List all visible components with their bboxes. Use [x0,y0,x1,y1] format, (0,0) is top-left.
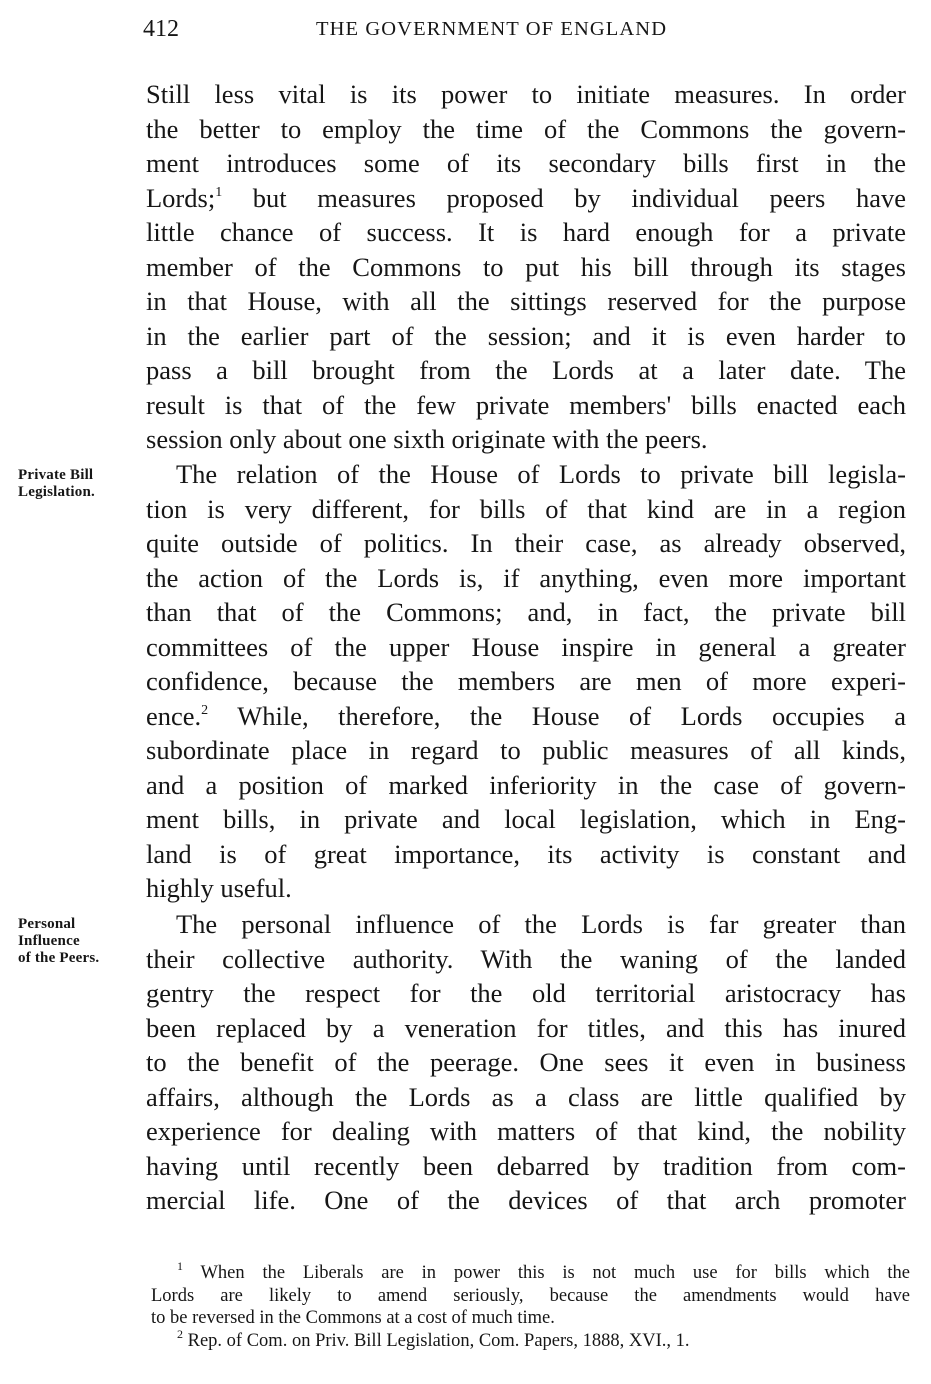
text-line: member of the Commons to put his bill through its stages [146,251,906,282]
paragraph-private-bill-legislation [146,457,906,906]
sidenote-private-bill-legislation [18,467,143,501]
text-line: gentry the respect for the old territorial aristocracy has [146,978,906,1008]
sidenote-personal-influence [18,916,143,967]
footnote-marker: 1 [177,1259,183,1273]
paragraph-personal-influence [146,907,906,1218]
text-line: ment bills, in private and local legislation, which in Eng- [146,804,906,834]
text-line: their collective authority. With the waning of the landed [146,943,906,974]
text-line: tion is very different, for bills of that kind are in a region [146,493,906,524]
text-line: highly useful. [146,873,292,903]
text-line: land is of great importance, its activity is constant and [146,838,906,869]
footnotes [151,1259,910,1352]
text-fragment: While, therefore, the House of Lords occupies a [208,700,906,731]
text-line [146,699,906,734]
page-header [0,12,931,46]
footnote-marker: 2 [177,1326,183,1341]
text-line: and a position of marked inferiority in the case of govern- [146,769,906,800]
text-line: The personal influence of the Lords is far greater than [176,909,906,939]
text-line: having until recently been debarred by tradition from com- [146,1150,906,1181]
footnote-text: When the Liberals are in power this is not much use for bills which the [183,1263,910,1283]
text-line: result is that of the few private members' bills enacted each [146,389,906,420]
text-line: subordinate place in regard to public measures of all kinds, [146,735,906,765]
page-number: 412 [143,16,179,42]
sidenote-line: Private Bill [18,467,94,483]
paragraph-initiating-measures [146,77,906,457]
footnote-text: Rep. of Com. on Priv. Bill Legislation, Com. Papers, 1888, XVI., 1. [183,1330,690,1351]
text-fragment: but measures proposed by individual peers have [222,182,906,213]
text-line: than that of the Commons; and, in fact, the private bill [146,597,906,627]
text-fragment: Lords; [146,182,216,213]
sidenote-line: Legislation. [18,484,95,500]
text-line [146,181,906,216]
text-line: to the benefit of the peerage. One sees it even in business [146,1047,906,1077]
sidenote-line: Influence [18,933,80,949]
text-line: mercial life. One of the devices of that arch promoter [146,1185,906,1215]
text-line: affairs, although the Lords as a class are little qualified by [146,1081,906,1112]
text-line: committees of the upper House inspire in general a greater [146,631,906,662]
text-line: Still less vital is its power to initiate measures. In order [146,79,906,109]
text-line: the action of the Lords is, if anything, even more important [146,562,906,593]
text-line: experience for dealing with matters of that kind, the nobility [146,1116,906,1146]
running-title: THE GOVERNMENT OF ENGLAND [316,18,668,40]
text-line: quite outside of politics. In their case, as already observed, [146,528,906,558]
text-line: in the earlier part of the session; and it is even harder to [146,320,906,351]
text-line: been replaced by a veneration for titles, and this has inured [146,1012,906,1043]
footnote-ref: 1 [215,184,223,200]
text-line: pass a bill brought from the Lords at a later date. The [146,355,906,385]
footnote-line [151,1307,910,1330]
footnote-text: to be reversed in the Commons at a cost of much time. [151,1308,555,1328]
sidenote-line: of the Peers. [18,950,100,966]
text-line: confidence, because the members are men of more experi- [146,666,906,696]
footnote-ref: 2 [201,702,209,718]
text-line: ment introduces some of its secondary bills first in the [146,148,906,178]
footnote-line [151,1259,910,1285]
text-line: little chance of success. It is hard enough for a private [146,217,906,247]
text-line: The relation of the House of Lords to private bill legisla- [176,459,906,489]
footnote-line [151,1326,910,1353]
sidenote-line: Personal [18,916,76,932]
footnote-text: Lords are likely to amend seriously, because the amendments would have [151,1285,910,1306]
text-line: session only about one sixth originate with the peers. [146,424,708,454]
footnote-line [151,1285,910,1308]
text-line: the better to employ the time of the Commons the govern- [146,113,906,144]
text-fragment: ence. [146,700,202,731]
text-line: in that House, with all the sittings reserved for the purpose [146,286,906,316]
